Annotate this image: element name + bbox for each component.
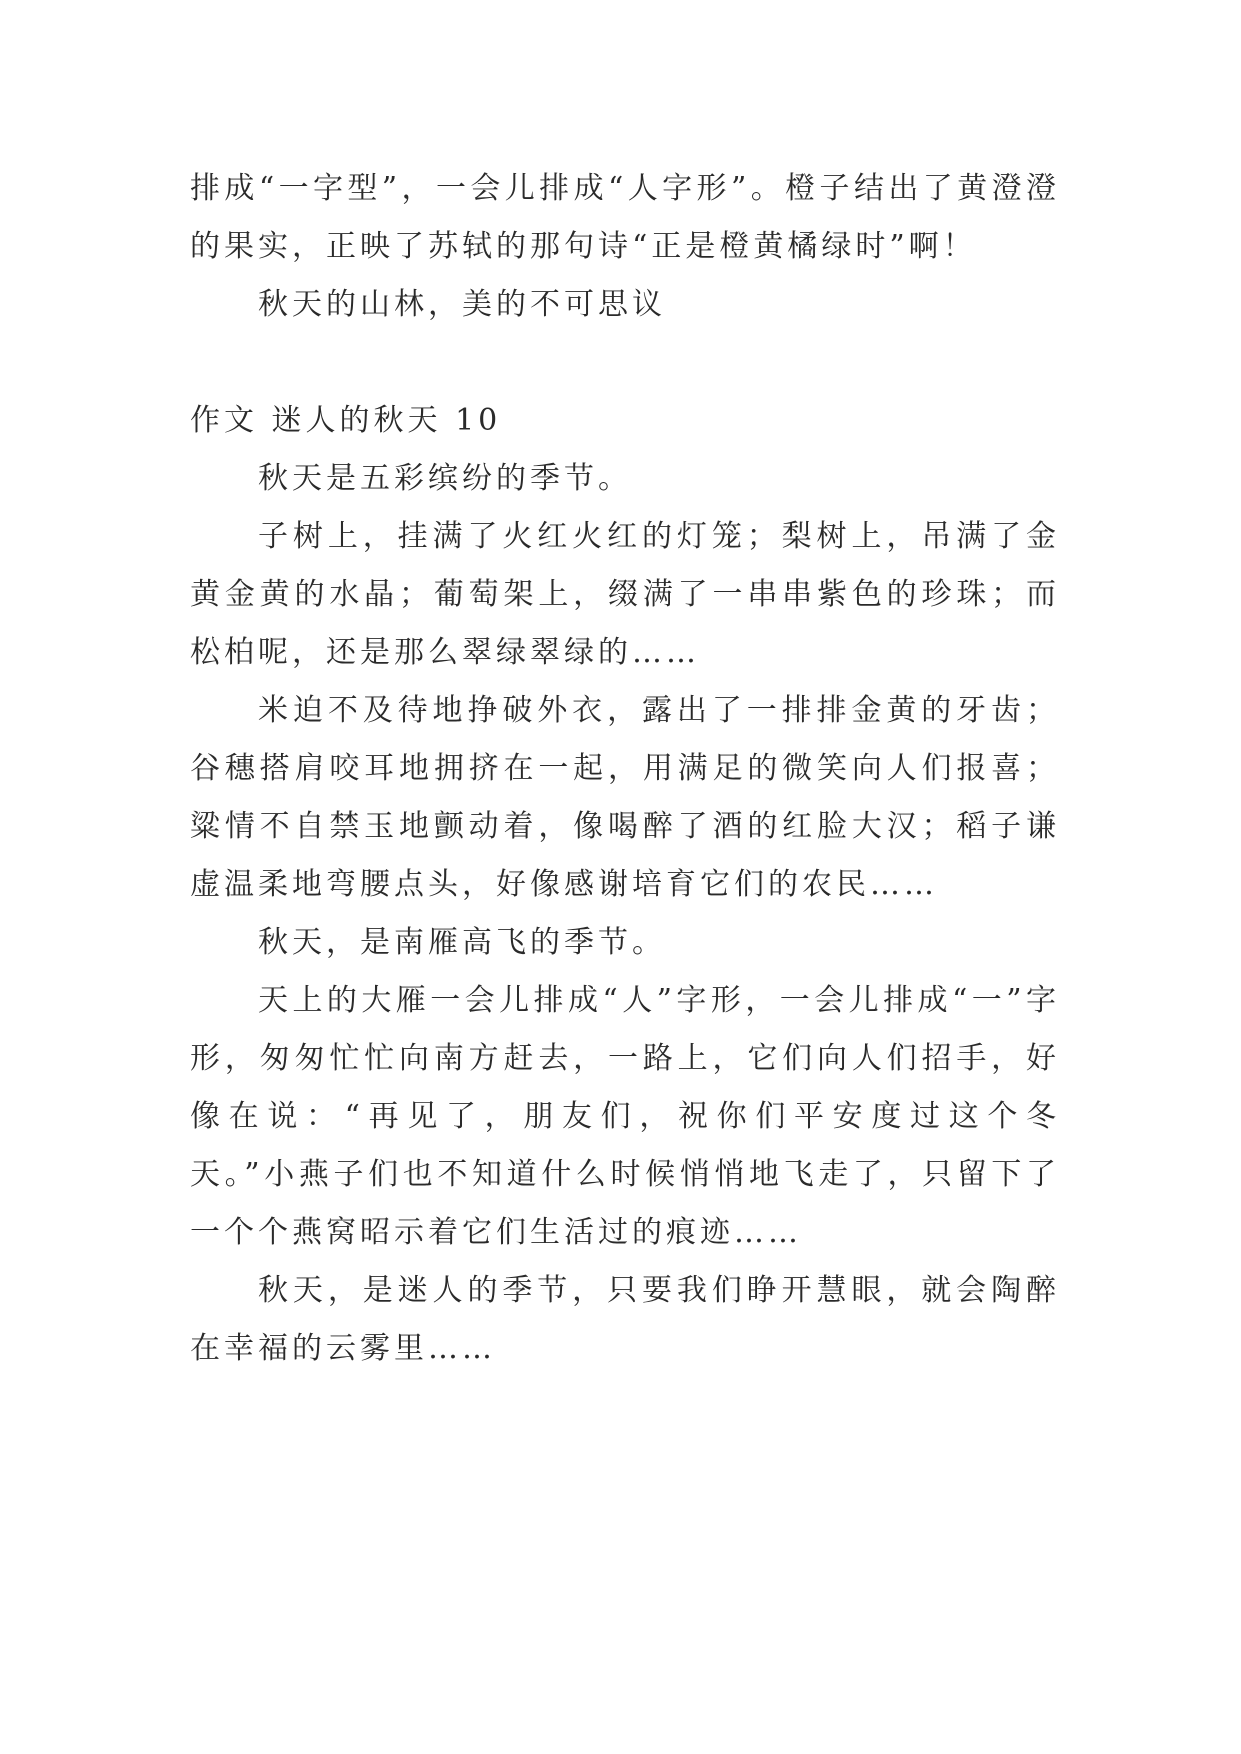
intro-paragraph-closing: 秋天的山林，美的不可思议 — [258, 287, 666, 322]
intro-paragraph-continuation: 排成“一字型”，一会儿排成“人字形”。橙子结出了黄澄澄的果实，正映了苏轼的那句诗“正是橙黄橘绿时”啊！ — [190, 171, 1060, 264]
essay-paragraph-2: 子树上，挂满了火红火红的灯笼；梨树上，吊满了金黄金黄的水晶；葡萄架上，缀满了一串串紫色的珍珠；而松柏呢，还是那么翠绿翠绿的…… — [190, 519, 1060, 670]
essay-paragraph-5: 天上的大雁一会儿排成“人”字形，一会儿排成“一”字形，匆匆忙忙向南方赶去，一路上，它们向人们招手，好像在说：“再见了，朋友们，祝你们平安度过这个冬天。”小燕子们也不知道什么时候悄悄地飞走了，只留下了一个个燕窝昭示着它们生活过的痕迹…… — [190, 983, 1060, 1250]
essay-paragraph-1: 秋天是五彩缤纷的季节。 — [258, 461, 632, 496]
section-spacer — [190, 334, 1060, 392]
essay-title: 作文 迷人的秋天 10 — [190, 403, 502, 438]
essay-paragraph-3: 米迫不及待地挣破外衣，露出了一排排金黄的牙齿；谷穗搭肩咬耳地拥挤在一起，用满足的微笑向人们报喜；粱情不自禁玉地颤动着，像喝醉了酒的红脸大汉；稻子谦虚温柔地弯腰点头，好像感谢培育它们的农民…… — [190, 693, 1060, 902]
essay-paragraph-6: 秋天，是迷人的季节，只要我们睁开慧眼，就会陶醉在幸福的云雾里…… — [190, 1273, 1060, 1366]
document-body — [190, 160, 1060, 1378]
essay-paragraph-4: 秋天，是南雁高飞的季节。 — [258, 925, 666, 960]
